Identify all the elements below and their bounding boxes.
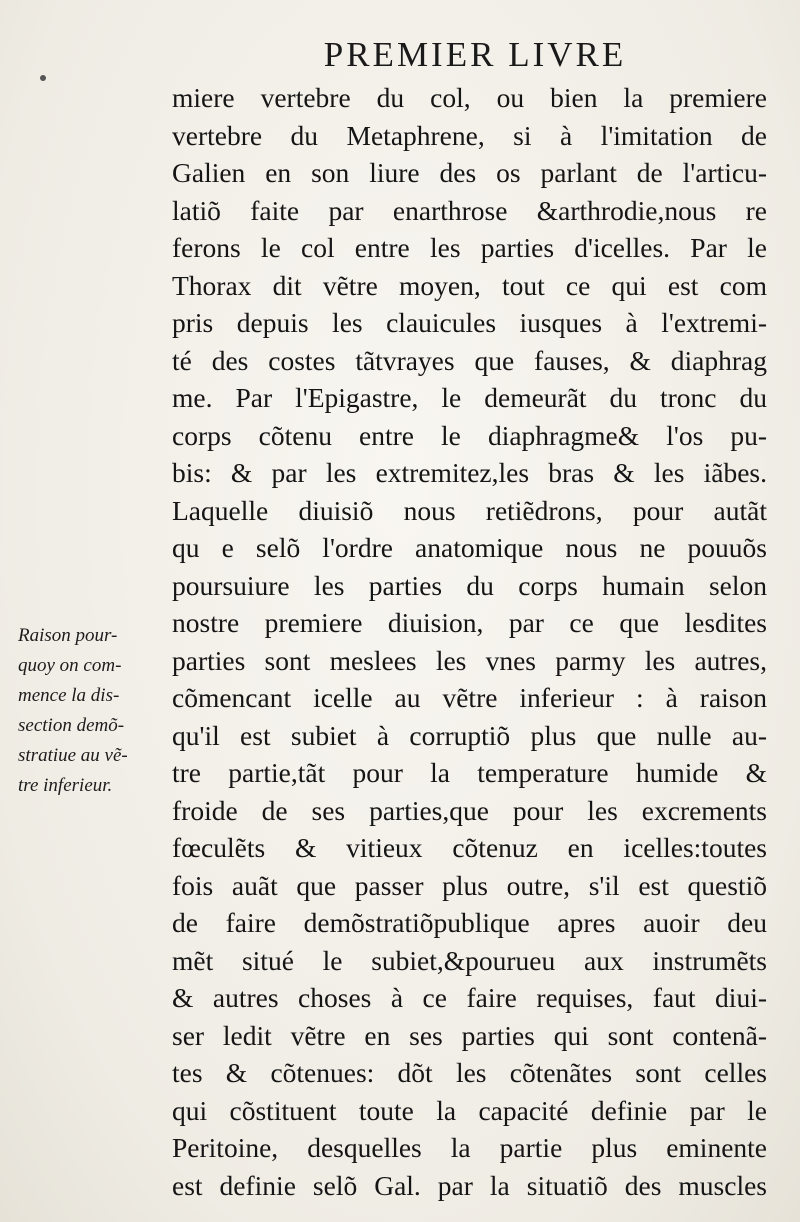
text-line: miere vertebre du col, ou bien la premiere [172, 82, 767, 113]
text-line: vertebre du Metaphrene, si à l'imitation de [172, 119, 767, 151]
text-line: froide de ses parties,que pour les excrements [172, 794, 767, 826]
margin-note-line: Raison pour- [18, 625, 118, 646]
margin-note-line: mence la dis- [18, 685, 120, 706]
text-line: de faire demõstratiõpublique apres auoir deu [172, 907, 767, 938]
text-line: parties sont meslees les vnes parmy les autres, [172, 644, 767, 676]
text-line: fœculẽts & vitieux cõtenuz en icelles:toutes [172, 832, 767, 863]
margin-note-line: stratiue au vẽ- [18, 745, 128, 766]
text-line: ferons le col entre les parties d'icelles. Par le [172, 232, 767, 263]
margin-note-line: quoy on com- [18, 655, 122, 676]
text-line: latiõ faite par enarthrose &arthrodie,nous re [172, 194, 767, 226]
text-line: & autres choses à ce faire requises, faut diui- [172, 982, 767, 1013]
text-line: me. Par l'Epigastre, le demeurãt du tronc du [172, 382, 767, 413]
text-line: bis: & par les extremitez,les bras & les iãbes. [172, 457, 767, 488]
text-line: qu'il est subiet à corruptiõ plus que nulle au- [172, 719, 767, 751]
running-header: PREMIER LIVRE [323, 35, 627, 74]
text-line: Laquelle diuisiõ nous retiẽdrons, pour autãt [172, 494, 767, 526]
text-line: té des costes tãtvrayes que fauses, & diaphrag [172, 344, 767, 376]
text-line: tes & cõtenues: dõt les cõtenãtes sont celles [172, 1057, 767, 1088]
text-line: tre partie,tãt pour la temperature humide & [172, 757, 767, 788]
text-line: poursuiure les parties du corps humain selon [172, 569, 767, 601]
margin-note-line: tre inferieur. [18, 775, 113, 796]
text-line: Peritoine, desquelles la partie plus eminente [172, 1132, 767, 1163]
text-line: pris depuis les clauicules iusques à l'extremi- [172, 307, 767, 338]
text-line: cõmencant icelle au vẽtre inferieur : à raison [172, 682, 767, 713]
text-line: Thorax dit vẽtre moyen, tout ce qui est com [172, 269, 767, 301]
text-line: corps cõtenu entre le diaphragme& l'os pu- [172, 419, 767, 451]
body-text [172, 79, 767, 1204]
margin-note-line: section demõ- [18, 715, 125, 736]
text-line: fois auãt que passer plus outre, s'il est questiõ [172, 869, 767, 901]
text-line: qu e selõ l'ordre anatomique nous ne pouuõs [172, 532, 767, 563]
text-line: Galien en son liure des os parlant de l'articu- [172, 157, 767, 188]
margin-note [18, 621, 168, 801]
text-line: nostre premiere diuision, par ce que lesdites [172, 607, 767, 638]
text-line: qui cõstituent toute la capacité definie par le [172, 1094, 767, 1126]
text-line: ser ledit vẽtre en ses parties qui sont contenã- [172, 1019, 767, 1051]
text-line: est definie selõ Gal. par la situatiõ des muscles [172, 1169, 767, 1201]
text-line: mẽt situé le subiet,&pourueu aux instrumẽts [172, 944, 767, 976]
